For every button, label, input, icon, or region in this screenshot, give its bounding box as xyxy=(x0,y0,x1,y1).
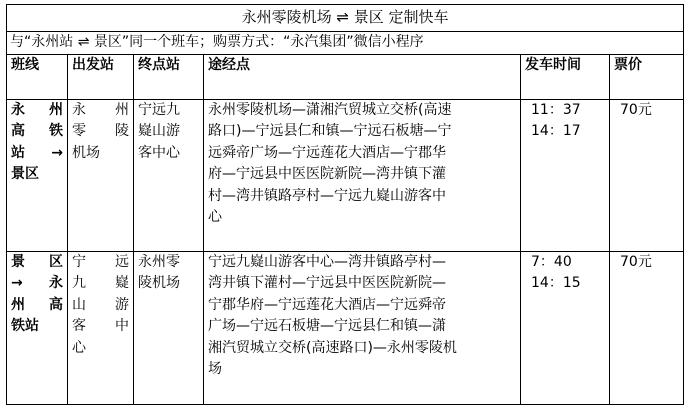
origin-text: 宁远 xyxy=(72,253,129,270)
origin-text: 零陵 xyxy=(72,123,129,139)
table-row xyxy=(7,99,684,251)
origin-text: 九嶷 xyxy=(72,275,129,291)
via-text: 湾井镇下灌村—宁远县中医医院新院— xyxy=(208,275,446,291)
purchase-note: 与“永州站 ⇌ 景区”同一个班车；购票方式：“永汽集团”微信小程序 xyxy=(7,32,684,55)
header-price: 票价 xyxy=(610,54,684,99)
terminal-text: 永州零 xyxy=(138,253,180,270)
line-name-text: 永州 xyxy=(11,101,63,118)
terminal-cell xyxy=(134,99,204,251)
header-line: 班线 xyxy=(7,54,68,99)
via-text: 村—湾井镇路亭村—宁远九嶷山游客中 xyxy=(208,187,446,204)
via-text: 湘汽贸城立交桥(高速路口)—永州零陵机 xyxy=(208,339,457,356)
departure-cell xyxy=(521,251,610,404)
via-text: 场 xyxy=(208,361,222,377)
via-text: 府—宁远县中医医院新院—湾井镇下灌 xyxy=(208,166,446,182)
origin-text: 心 xyxy=(72,339,86,356)
departure-cell xyxy=(521,99,610,251)
line-name-cell xyxy=(7,99,68,251)
origin-cell xyxy=(68,99,134,251)
terminal-text: 陵机场 xyxy=(138,275,180,291)
header-via: 途经点 xyxy=(204,54,521,99)
origin-cell xyxy=(68,251,134,404)
table-row xyxy=(7,251,684,404)
origin-text: 客中 xyxy=(72,318,129,334)
header-origin: 出发站 xyxy=(68,54,134,99)
via-text: 永州零陵机场—潇湘汽贸城立交桥(高速 xyxy=(208,101,452,118)
line-name-text: 站→ xyxy=(11,144,63,161)
table-title: 永州零陵机场 ⇌ 景区 定制快车 xyxy=(7,5,684,32)
line-name-text: →永 xyxy=(11,275,63,291)
origin-text: 机场 xyxy=(72,144,100,161)
departure-time: 11：37 xyxy=(531,101,581,118)
via-text: 宁远九嶷山游客中心—湾井镇路亭村— xyxy=(208,253,446,270)
price-cell: 70元 xyxy=(610,99,684,251)
header-terminal: 终点站 xyxy=(134,54,204,99)
terminal-text: 宁远九 xyxy=(138,101,180,118)
via-text: 路口)—宁远县仁和镇—宁远石板塘—宁 xyxy=(208,123,452,139)
terminal-text: 客中心 xyxy=(138,144,180,161)
header-departure: 发车时间 xyxy=(521,54,610,99)
line-name-cell xyxy=(7,251,68,404)
departure-time: 7：40 xyxy=(531,253,572,270)
terminal-text: 嶷山游 xyxy=(138,123,180,139)
price-cell: 70元 xyxy=(610,251,684,404)
origin-text: 山游 xyxy=(72,296,129,313)
via-cell xyxy=(204,251,521,404)
shuttle-schedule-table xyxy=(6,4,684,405)
via-text: 宁郡华府—宁远莲花大酒店—宁远舜帝 xyxy=(208,296,446,313)
origin-text: 永州 xyxy=(72,101,129,118)
via-text: 心 xyxy=(208,209,222,225)
via-text: 远舜帝广场—宁远莲花大酒店—宁郡华 xyxy=(208,144,446,161)
line-name-text: 铁站 xyxy=(11,318,39,334)
departure-time: 14：15 xyxy=(531,275,581,291)
line-name-text: 景区 xyxy=(11,166,39,182)
departure-time: 14：17 xyxy=(531,123,581,139)
terminal-cell xyxy=(134,251,204,404)
line-name-text: 景区 xyxy=(11,253,63,270)
via-text: 广场—宁远石板塘—宁远县仁和镇—潇 xyxy=(208,318,446,334)
line-name-text: 州高 xyxy=(11,296,63,313)
via-cell xyxy=(204,99,521,251)
header-row xyxy=(7,54,684,99)
line-name-text: 高铁 xyxy=(11,123,63,139)
